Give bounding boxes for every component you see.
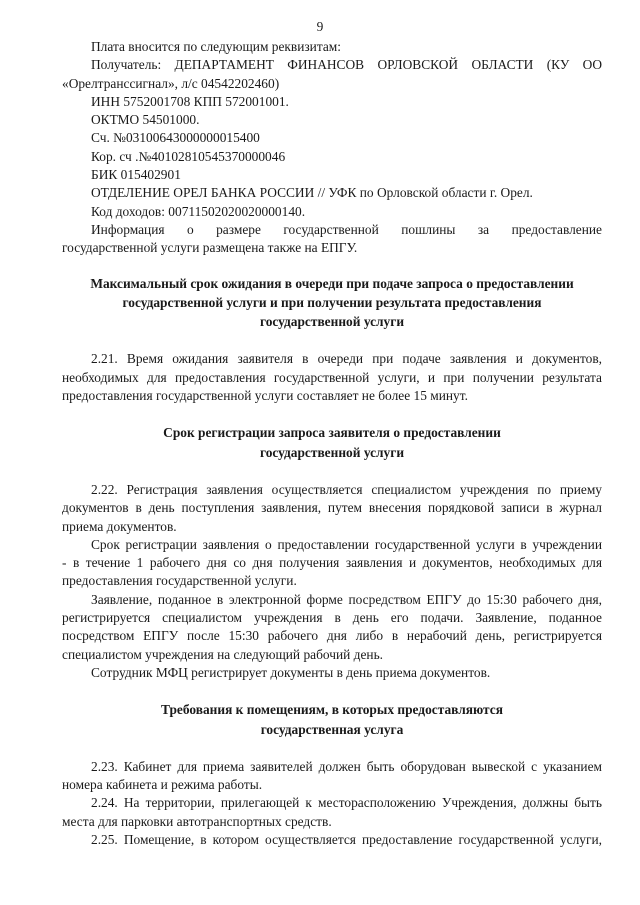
paragraph-line: 2.25. Помещение, в котором осуществляется предоставление государственной услуги, (91, 831, 602, 847)
paragraph-line: необходимых для предоставления государственной услуги, и при получении результата (62, 369, 602, 385)
heading-line: Требования к помещениям, в которых предоставляются (161, 702, 503, 718)
paragraph-line: предоставления государственной услуги составляет не более 15 минут. (62, 388, 468, 404)
paragraph-line: 2.24. На территории, прилегающей к месторасположению Учреждения, должны быть (91, 795, 602, 811)
paragraph-line: приема документов. (62, 518, 177, 534)
paragraph-2-21 (62, 350, 602, 405)
fee-info-line-2: государственной услуги размещена также на ЕПГУ. (62, 240, 358, 256)
oktmo: ОКТМО 54501000. (91, 112, 200, 128)
paragraph-line: 2.23. Кабинет для приема заявителей должен быть оборудован вывеской с указанием (91, 758, 602, 774)
requisites-intro: Плата вносится по следующим реквизитам: (91, 39, 342, 54)
paragraph-line: номера кабинета и режима работы. (62, 777, 263, 793)
recipient-line-1: Получатель: ДЕПАРТАМЕНТ ФИНАНСОВ ОРЛОВСКОЙ ОБЛАСТИ (КУ ОО (91, 57, 602, 73)
inn-kpp: ИНН 5752001708 КПП 572001001. (91, 93, 289, 109)
income-code: Код доходов: 00711502020020000140. (91, 203, 306, 219)
paragraph-2-25 (62, 831, 602, 849)
paragraph-line: 2.21. Время ожидания заявителя в очереди при подаче заявления и документов, (91, 351, 602, 367)
section-premises (62, 700, 602, 849)
paragraph-mfc (62, 664, 602, 682)
paragraph-line: специалистом учреждения на следующий рабочий день. (62, 646, 384, 662)
section-heading (62, 423, 602, 462)
paragraph-registration-term (62, 536, 602, 591)
heading-line: государственная услуга (260, 721, 404, 737)
payment-requisites (62, 38, 602, 258)
paragraph-line: Заявление, поданное в электронной форме посредством ЕПГУ до 15:30 рабочего дня, (91, 591, 602, 607)
bank-name: ОТДЕЛЕНИЕ ОРЕЛ БАНКА РОССИИ // УФК по Орловской области г. Орел. (91, 185, 533, 201)
section-heading (62, 700, 602, 739)
paragraph-line: документов в день поступления заявления, путем внесения порядковой записи в журнал (62, 500, 602, 516)
paragraph-line: посредством ЕПГУ после 15:30 рабочего дня либо в нерабочий день, регистрируется (62, 628, 602, 644)
fee-info-line-1: Информация о размере государственной пошлины за предоставление (91, 221, 602, 237)
page-number: 9 (316, 19, 324, 34)
paragraph-electronic-form (62, 591, 602, 664)
paragraph-line: 2.22. Регистрация заявления осуществляется специалистом учреждения по приему (91, 481, 602, 497)
correspondent-account: Кор. сч .№40102810545370000046 (91, 148, 286, 164)
paragraph-2-22 (62, 481, 602, 536)
heading-line: государственной услуги (259, 444, 405, 460)
heading-line: государственной услуги (259, 314, 405, 330)
bik: БИК 015402901 (91, 167, 181, 183)
section-heading (62, 274, 602, 332)
heading-line: государственной услуги и при получении результата предоставления (122, 294, 542, 310)
section-wait-time (62, 274, 602, 406)
recipient-line-2: «Орелтранссигнал», л/с 04542202460) (62, 75, 280, 91)
page-content (62, 38, 602, 849)
paragraph-line: Срок регистрации заявления о предоставлении государственной услуги в учреждении (91, 536, 602, 552)
heading-line: Срок регистрации запроса заявителя о предоставлении (163, 425, 501, 441)
section-registration (62, 423, 602, 682)
paragraph-line: предоставления государственной услуги. (62, 573, 297, 589)
paragraph-2-24 (62, 794, 602, 831)
paragraph-line: регистрируется специалистом учреждения в день его подачи. Заявление, поданное (62, 610, 602, 626)
heading-line: Максимальный срок ожидания в очереди при подаче запроса о предоставлении (90, 275, 574, 291)
paragraph-line: Сотрудник МФЦ регистрирует документы в день приема документов. (91, 664, 491, 680)
paragraph-2-23 (62, 758, 602, 795)
account-number: Сч. №03100643000000015400 (91, 130, 260, 146)
paragraph-line: места для парковки автотранспортных средств. (62, 813, 332, 829)
paragraph-line: - в течение 1 рабочего дня со дня получения заявления и документов, необходимых для (62, 555, 602, 571)
